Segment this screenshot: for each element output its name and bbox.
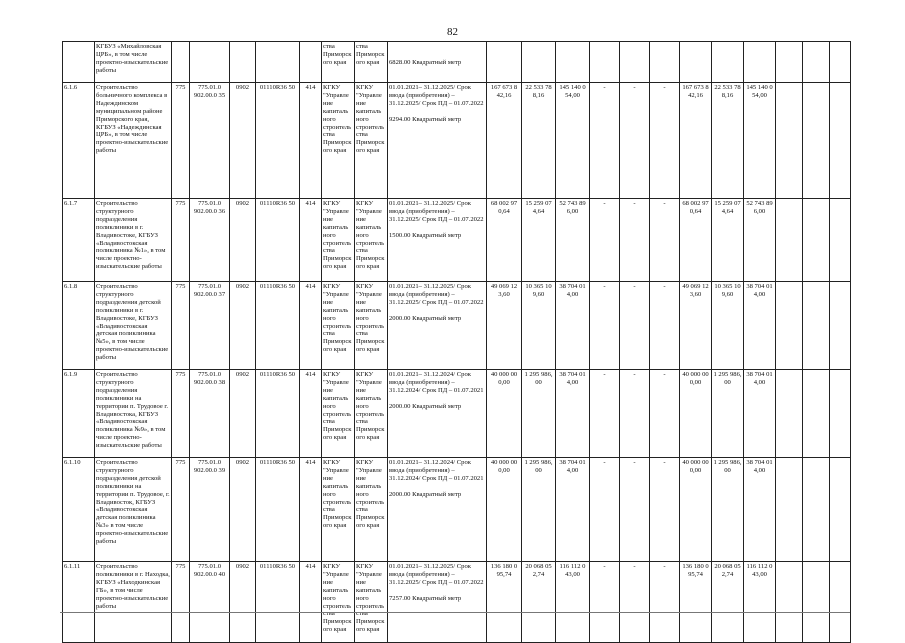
- empty-cell: [776, 282, 803, 370]
- value-year-2: 38 704 01 4,00: [556, 458, 590, 562]
- state-customer: КГКУ "Управле ние капиталь ного строитель ства Приморск ого края: [322, 458, 355, 562]
- target-article-code: 01110R36 50: [256, 199, 300, 282]
- value-total: 49 069 12 3,60: [487, 282, 522, 370]
- value-year-1: 1 295 986, 00: [522, 458, 556, 562]
- grbs-code: 775: [172, 199, 190, 282]
- period-and-capacity: 01.01.2021– 31.12.2025/ Срок ввода (приобретения) – 31.12.2025/ Срок ПД – 01.07.2022 9294.00 Квадратный метр: [388, 83, 487, 199]
- value-fed-year-2: 116 112 0 43,00: [744, 562, 776, 643]
- table-row: [63, 458, 851, 562]
- value-fed-year-1: 1 295 986, 00: [712, 370, 744, 458]
- period-and-capacity: 6828.00 Квадратный метр: [388, 42, 487, 83]
- value-fed-total: [680, 42, 712, 83]
- developer: КГКУ "Управле ние капиталь ного строитель ства Приморск ого края: [355, 199, 388, 282]
- empty-cell: [776, 42, 803, 83]
- expense-type-code: 414: [300, 370, 322, 458]
- developer: КГКУ "Управле ние капиталь ного строитель ства Приморск ого края: [355, 562, 388, 643]
- value-fed-year-1: 20 068 05 2,74: [712, 562, 744, 643]
- value-col-6: -: [650, 458, 680, 562]
- target-article-code: 01110R36 50: [256, 562, 300, 643]
- value-year-1: 10 365 10 9,60: [522, 282, 556, 370]
- target-article-code: 01110R36 50: [256, 370, 300, 458]
- object-name: Строительство структурного подразделения детской поликлиники в г. Владивостоке, КГБУЗ «Владивостокская детская поликлиника №5», в том числе проектно-изыскательские работы: [95, 282, 172, 370]
- value-col-4: [590, 42, 620, 83]
- value-total: 40 000 00 0,00: [487, 458, 522, 562]
- period-and-capacity: 01.01.2021– 31.12.2024/ Срок ввода (приобретения) – 31.12.2024/ Срок ПД – 01.07.2021 2000.00 Квадратный метр: [388, 370, 487, 458]
- empty-cell: [803, 83, 830, 199]
- object-name: Строительство структурного подразделения детской поликлиники на территории п. Трудовое, г. Владивосток, КГБУЗ «Владивостокская детская поликлиника №3» в том числе проектно-изыскательские работы: [95, 458, 172, 562]
- value-year-2: 38 704 01 4,00: [556, 370, 590, 458]
- value-col-4: -: [590, 83, 620, 199]
- empty-cell: [776, 83, 803, 199]
- grbs-code: 775: [172, 562, 190, 643]
- table-row: [63, 282, 851, 370]
- value-col-4: -: [590, 562, 620, 643]
- target-article-code: 01110R36 50: [256, 458, 300, 562]
- empty-cell: [803, 282, 830, 370]
- value-year-2: [556, 42, 590, 83]
- value-col-4: -: [590, 458, 620, 562]
- value-fed-year-1: 10 365 10 9,60: [712, 282, 744, 370]
- value-col-5: -: [620, 458, 650, 562]
- state-customer: КГКУ "Управле ние капиталь ного строитель ства Приморск ого края: [322, 83, 355, 199]
- value-total: 40 000 00 0,00: [487, 370, 522, 458]
- empty-cell: [776, 458, 803, 562]
- value-col-6: [650, 42, 680, 83]
- object-name: Строительство поликлиники в г. Находка, КГБУЗ «Находкинская ГБ», в том числе проектно-изыскательские работы: [95, 562, 172, 643]
- object-name: Строительство больничного комплекса в Надеждинском муниципальном районе Приморского края, КГБУЗ «Надеждинская ЦРБ», в том числе проектно-изыскательские работы: [95, 83, 172, 199]
- row-id: 6.1.11: [63, 562, 95, 643]
- value-col-5: -: [620, 83, 650, 199]
- expense-type-code: 414: [300, 562, 322, 643]
- empty-cell: [803, 562, 830, 643]
- value-fed-year-2: [744, 42, 776, 83]
- value-year-2: 38 704 01 4,00: [556, 282, 590, 370]
- table-row: [63, 83, 851, 199]
- object-name: Строительство структурного подразделения поликлиники на территории п. Трудовое г. Владивостока, КГБУЗ «Владивостокская поликлиника №9», в том числе проектно-изыскательские работы: [95, 370, 172, 458]
- section-code: [230, 42, 256, 83]
- row-id: [63, 42, 95, 83]
- value-year-1: 20 068 05 2,74: [522, 562, 556, 643]
- value-fed-year-2: 145 140 0 54,00: [744, 83, 776, 199]
- value-fed-year-1: 22 533 78 8,16: [712, 83, 744, 199]
- object-name: Строительство структурного подразделения поликлиники в г. Владивостоке, КГБУЗ «Владивостокская поликлиника №1», в том числе проектно-изыскательские работы: [95, 199, 172, 282]
- expense-type-code: 414: [300, 282, 322, 370]
- object-code: 775.01.0 902.00.0 37: [190, 282, 230, 370]
- developer: ства Приморск ого края: [355, 42, 388, 83]
- row-id: 6.1.9: [63, 370, 95, 458]
- period-and-capacity: 01.01.2021– 31.12.2025/ Срок ввода (приобретения) – 31.12.2025/ Срок ПД – 01.07.2022 1500.00 Квадратный метр: [388, 199, 487, 282]
- empty-cell: [830, 282, 851, 370]
- value-col-4: -: [590, 370, 620, 458]
- state-customer: ства Приморск ого края: [322, 42, 355, 83]
- object-name: КГБУЗ «Михайловская ЦРБ», в том числе проектно-изыскательские работы: [95, 42, 172, 83]
- value-year-2: 52 743 89 6,00: [556, 199, 590, 282]
- object-code: 775.01.0 902.00.0 36: [190, 199, 230, 282]
- value-col-6: -: [650, 282, 680, 370]
- section-code: 0902: [230, 282, 256, 370]
- value-col-4: -: [590, 199, 620, 282]
- expense-type-code: [300, 42, 322, 83]
- value-year-1: 15 259 07 4,64: [522, 199, 556, 282]
- object-code: [190, 42, 230, 83]
- row-id: 6.1.10: [63, 458, 95, 562]
- period-and-capacity: 01.01.2021– 31.12.2025/ Срок ввода (приобретения) – 31.12.2025/ Срок ПД – 01.07.2022 2000.00 Квадратный метр: [388, 282, 487, 370]
- value-year-2: 116 112 0 43,00: [556, 562, 590, 643]
- table-row: [63, 370, 851, 458]
- developer: КГКУ "Управле ние капиталь ного строитель ства Приморск ого края: [355, 370, 388, 458]
- empty-cell: [830, 458, 851, 562]
- row-id: 6.1.6: [63, 83, 95, 199]
- value-year-2: 145 140 0 54,00: [556, 83, 590, 199]
- value-fed-year-2: 38 704 01 4,00: [744, 282, 776, 370]
- value-col-6: -: [650, 370, 680, 458]
- object-code: 775.01.0 902.00.0 39: [190, 458, 230, 562]
- value-total: [487, 42, 522, 83]
- target-article-code: 01110R36 50: [256, 83, 300, 199]
- state-customer: КГКУ "Управле ние капиталь ного строитель ства Приморск ого края: [322, 282, 355, 370]
- section-code: 0902: [230, 199, 256, 282]
- grbs-code: 775: [172, 83, 190, 199]
- period-and-capacity: 01.01.2021– 31.12.2024/ Срок ввода (приобретения) – 31.12.2024/ Срок ПД – 01.07.2021 2000.00 Квадратный метр: [388, 458, 487, 562]
- empty-cell: [830, 562, 851, 643]
- value-col-5: [620, 42, 650, 83]
- grbs-code: 775: [172, 282, 190, 370]
- value-fed-year-2: 52 743 89 6,00: [744, 199, 776, 282]
- grbs-code: 775: [172, 458, 190, 562]
- period-and-capacity: 01.01.2021– 31.12.2025/ Срок ввода (приобретения) – 31.12.2025/ Срок ПД – 01.07.2022 7257.00 Квадратный метр: [388, 562, 487, 643]
- value-col-4: -: [590, 282, 620, 370]
- object-code: 775.01.0 902.00.0 35: [190, 83, 230, 199]
- empty-cell: [803, 458, 830, 562]
- empty-cell: [776, 370, 803, 458]
- value-total: 167 673 8 42,16: [487, 83, 522, 199]
- empty-cell: [830, 199, 851, 282]
- value-total: 68 002 97 0,64: [487, 199, 522, 282]
- value-year-1: 22 533 78 8,16: [522, 83, 556, 199]
- row-id: 6.1.7: [63, 199, 95, 282]
- empty-cell: [830, 83, 851, 199]
- value-col-5: -: [620, 370, 650, 458]
- value-fed-total: 136 180 0 95,74: [680, 562, 712, 643]
- value-fed-total: 40 000 00 0,00: [680, 370, 712, 458]
- empty-cell: [803, 370, 830, 458]
- state-customer: КГКУ "Управле ние капиталь ного строитель ства Приморск ого края: [322, 562, 355, 643]
- empty-cell: [776, 562, 803, 643]
- value-total: 136 180 0 95,74: [487, 562, 522, 643]
- row-id: 6.1.8: [63, 282, 95, 370]
- value-col-5: -: [620, 282, 650, 370]
- value-fed-total: 68 002 97 0,64: [680, 199, 712, 282]
- table-row: [63, 562, 851, 643]
- empty-cell: [803, 199, 830, 282]
- page-number: 82: [447, 26, 458, 38]
- developer: КГКУ "Управле ние капиталь ного строитель ства Приморск ого края: [355, 458, 388, 562]
- value-fed-year-2: 38 704 01 4,00: [744, 370, 776, 458]
- value-fed-total: 40 000 00 0,00: [680, 458, 712, 562]
- value-fed-year-1: 15 259 07 4,64: [712, 199, 744, 282]
- table-row: [63, 42, 851, 83]
- target-article-code: [256, 42, 300, 83]
- expense-type-code: 414: [300, 199, 322, 282]
- table-row: [63, 199, 851, 282]
- section-code: 0902: [230, 562, 256, 643]
- section-code: 0902: [230, 370, 256, 458]
- bottom-divider: [60, 612, 850, 613]
- value-fed-year-1: 1 295 986, 00: [712, 458, 744, 562]
- value-fed-year-1: [712, 42, 744, 83]
- target-article-code: 01110R36 50: [256, 282, 300, 370]
- value-col-6: -: [650, 562, 680, 643]
- expense-type-code: 414: [300, 83, 322, 199]
- object-code: 775.01.0 902.00.0 40: [190, 562, 230, 643]
- section-code: 0902: [230, 83, 256, 199]
- budget-table: [62, 41, 851, 643]
- developer: КГКУ "Управле ние капиталь ного строитель ства Приморск ого края: [355, 282, 388, 370]
- grbs-code: [172, 42, 190, 83]
- state-customer: КГКУ "Управле ние капиталь ного строитель ства Приморск ого края: [322, 199, 355, 282]
- value-col-5: -: [620, 562, 650, 643]
- value-year-1: 1 295 986, 00: [522, 370, 556, 458]
- empty-cell: [803, 42, 830, 83]
- empty-cell: [830, 370, 851, 458]
- state-customer: КГКУ "Управле ние капиталь ного строитель ства Приморск ого края: [322, 370, 355, 458]
- section-code: 0902: [230, 458, 256, 562]
- value-col-5: -: [620, 199, 650, 282]
- object-code: 775.01.0 902.00.0 38: [190, 370, 230, 458]
- value-col-6: -: [650, 199, 680, 282]
- expense-type-code: 414: [300, 458, 322, 562]
- grbs-code: 775: [172, 370, 190, 458]
- value-col-6: -: [650, 83, 680, 199]
- empty-cell: [830, 42, 851, 83]
- value-fed-year-2: 38 704 01 4,00: [744, 458, 776, 562]
- empty-cell: [776, 199, 803, 282]
- value-fed-total: 49 069 12 3,60: [680, 282, 712, 370]
- value-fed-total: 167 673 8 42,16: [680, 83, 712, 199]
- developer: КГКУ "Управле ние капиталь ного строитель ства Приморск ого края: [355, 83, 388, 199]
- value-year-1: [522, 42, 556, 83]
